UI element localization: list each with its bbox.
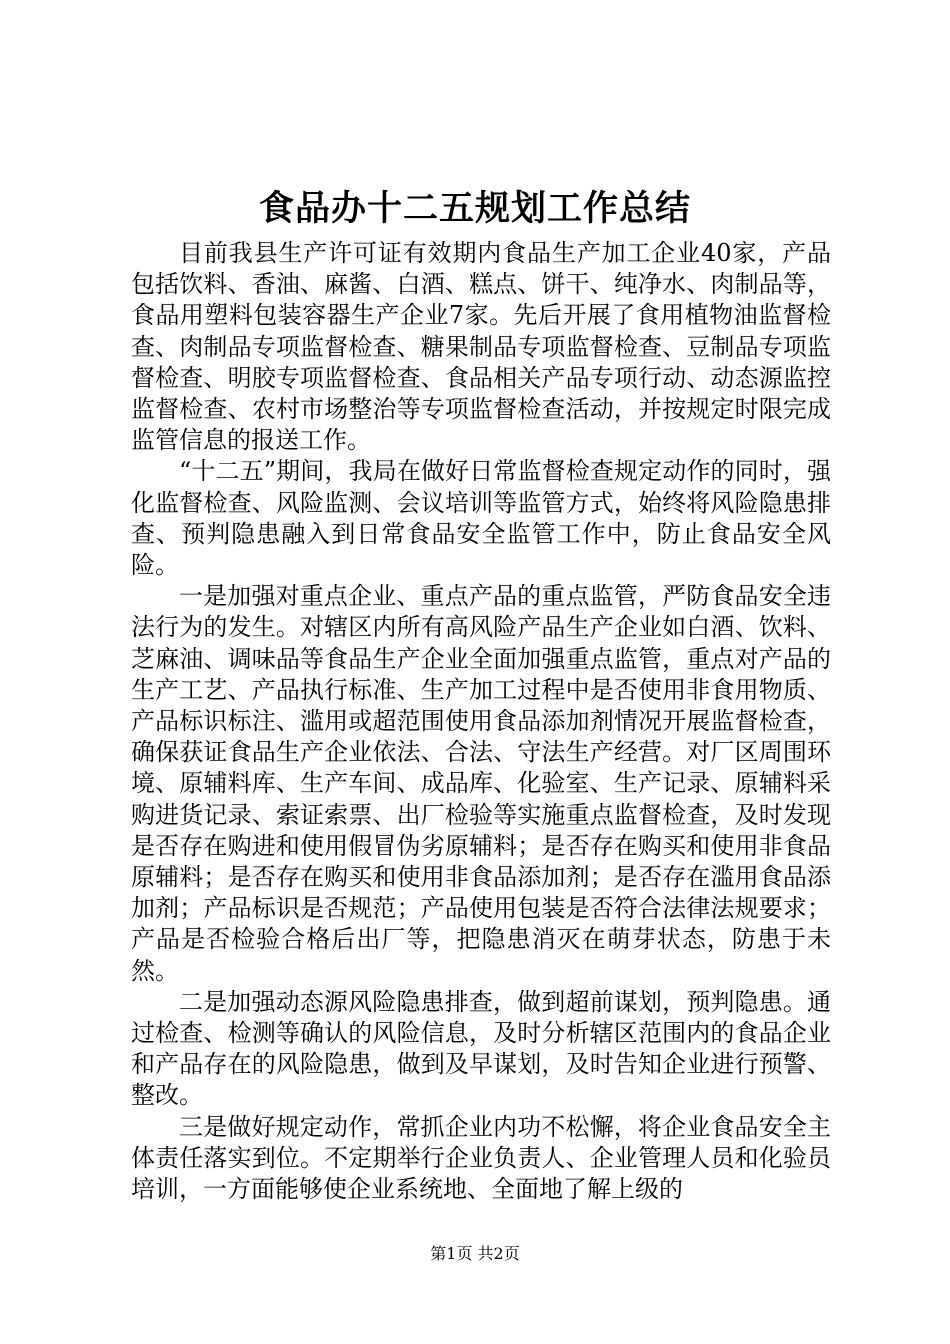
document-body: [131, 238, 831, 1205]
paragraph-period-summary: “十二五”期间，我局在做好日常监督检查规定动作的同时，强化监督检查、风险监测、会议培训等监管方式，始终将风险隐患排查、预判隐患融入到日常食品安全监管工作中，防止食品安全风险。: [131, 457, 831, 580]
page-number: 第1页 共2页: [430, 1244, 520, 1263]
document-title: 食品办十二五规划工作总结: [258, 188, 691, 229]
paragraph-risk-screening: 二是加强动态源风险隐患排查，做到超前谋划，预判隐患。通过检查、检测等确认的风险信息，及时分析辖区范围内的食品企业和产品存在的风险隐患，做到及早谋划，及时告知企业进行预警、整改。: [131, 987, 831, 1110]
paragraph-key-supervision: 一是加强对重点企业、重点产品的重点监管，严防食品安全违法行为的发生。对辖区内所有高风险产品生产企业如白酒、饮料、芝麻油、调味品等食品生产企业全面加强重点监管，重点对产品的生产工艺、产品执行标准、生产加工过程中是否使用非食用物质、产品标识标注、滥用或超范围使用食品添加剂情况开展监督检查，确保获证食品生产企业依法、合法、守法生产经营。对厂区周围环境、原辅料库、生产车间、成品库、化验室、生产记录、原辅料采购进货记录、索证索票、出厂检验等实施重点监督检查，及时发现是否存在购进和使用假冒伪劣原辅料；是否存在购买和使用非食品原辅料；是否存在购买和使用非食品添加剂；是否存在滥用食品添加剂；产品标识是否规范；产品使用包装是否符合法律法规要求；产品是否检验合格后出厂等，把隐患消灭在萌芽状态，防患于未然。: [131, 582, 831, 985]
paragraph-routine-actions: 三是做好规定动作，常抓企业内功不松懈，将企业食品安全主体责任落实到位。不定期举行企业负责人、企业管理人员和化验员培训，一方面能够使企业系统地、全面地了解上级的: [131, 1112, 831, 1204]
page-footer: [0, 1243, 950, 1265]
paragraph-overview: 目前我县生产许可证有效期内食品生产加工企业40家，产品包括饮料、香油、麻酱、白酒、糕点、饼干、纯净水、肉制品等，食品用塑料包装容器生产企业7家。先后开展了食用植物油监督检查、肉制品专项监督检查、糖果制品专项监督检查、豆制品专项监督检查、明胶专项监督检查、食品相关产品专项行动、动态源监控监督检查、农村市场整治等专项监督检查活动，并按规定时限完成监管信息的报送工作。: [131, 239, 831, 455]
